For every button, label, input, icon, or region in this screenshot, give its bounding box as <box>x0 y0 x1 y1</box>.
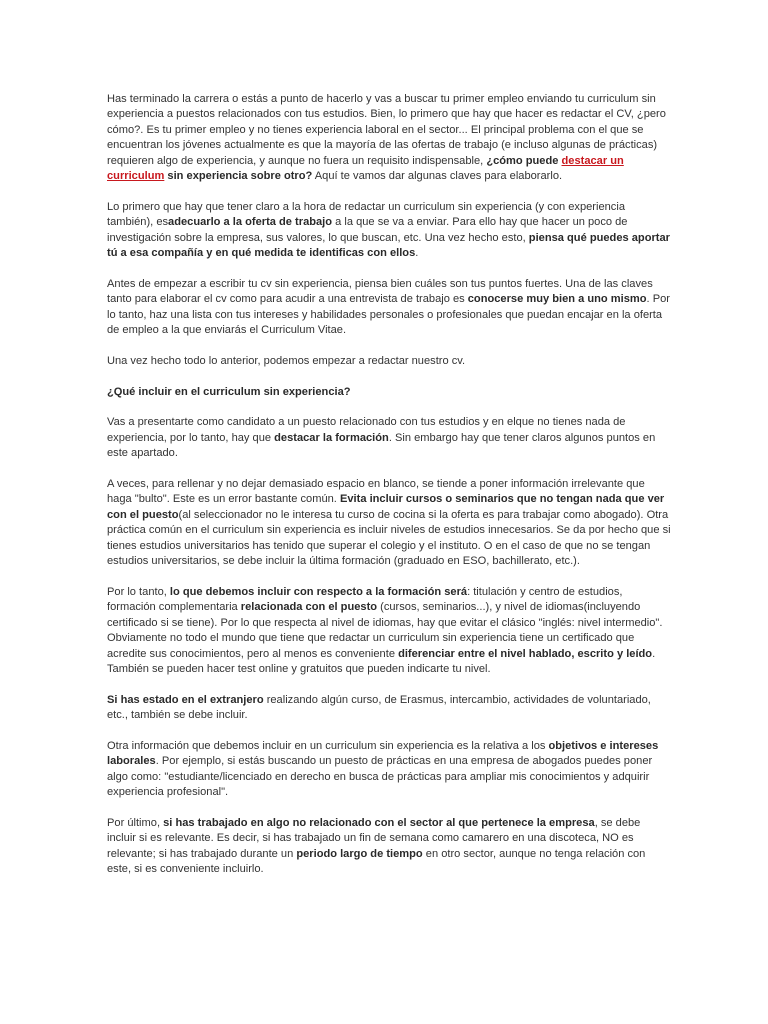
bold-text: si has trabajado en algo no relacionado con el sector al que pertenece la empresa <box>163 816 595 829</box>
paragraph <box>107 415 672 461</box>
bold-text: sin experiencia sobre otro? <box>164 170 313 183</box>
bold-text: ¿cómo puede <box>486 154 562 167</box>
text-run: en otro sector, aunque no tenga relación con este, si es conveniente incluirlo. <box>107 847 646 876</box>
text-run: . También se pueden hacer test online y gratuitos que pueden indicarte tu nivel. <box>107 647 656 675</box>
paragraph <box>107 739 672 801</box>
bold-text: relacionada con el puesto <box>240 601 378 614</box>
text-run: Por lo tanto, <box>107 585 170 598</box>
text-run: realizando algún curso, de Erasmus, intercambio, actividades de voluntariado, etc., también se debe incluir. <box>107 693 651 722</box>
article-body <box>107 92 672 878</box>
bold-text: Evita incluir cursos o seminarios que no tengan nada que ver con el puesto <box>107 493 665 521</box>
text-run: A veces, para rellenar y no dejar demasiado espacio en blanco, se tiende a poner información irrelevante que haga "bulto". Este es un error bastante común. <box>107 478 645 506</box>
text-run: Vas a presentarte como candidato a un puesto relacionado con tus estudios y en elque no tienes nada de experiencia, por lo tanto, hay que <box>107 416 626 444</box>
paragraph <box>107 816 672 878</box>
paragraph <box>107 354 672 369</box>
bold-text: lo que debemos incluir con respecto a la formación será <box>169 585 468 598</box>
paragraph <box>107 585 672 677</box>
inline-link[interactable]: destacar un curriculum <box>107 154 624 183</box>
paragraph <box>107 277 672 339</box>
text-run: Lo primero que hay que tener claro a la hora de redactar un curriculum sin experiencia (y con experiencia también), es <box>107 200 625 229</box>
text-run: . Por lo tanto, haz una lista con tus intereses y habilidades personales o profesionales que puedan encajar en la oferta de empleo a la que enviarás el Curriculum Vitae. <box>107 293 670 337</box>
text-run: . <box>415 247 419 260</box>
bold-text: Si has estado en el extranjero <box>107 693 264 706</box>
text-run: Una vez hecho todo lo anterior, podemos empezar a redactar nuestro cv. <box>107 354 466 367</box>
paragraph <box>107 693 672 724</box>
section-heading <box>107 385 672 400</box>
paragraph <box>107 200 672 262</box>
text-run: Por último, <box>107 816 164 829</box>
bold-text: diferenciar entre el nivel hablado, escrito y leído <box>398 647 653 660</box>
bold-text: conocerse muy bien a uno mismo <box>467 293 647 306</box>
text-run: . Sin embargo hay que tener claros algunos puntos en este apartado. <box>107 431 656 460</box>
text-run: (cursos, seminarios...), y nivel de idiomas(incluyendo certificado si se tiene). Por lo que respecta al nivel de idiomas, hay que evitar el clásico "inglés: nivel intermedio". Obviamente no todo el mundo que tiene que redactar un curriculum sin experiencia tiene un certificado que acredite sus conocimientos, pero al menos es conveniente <box>107 601 663 660</box>
text-run: Antes de empezar a escribir tu cv sin experiencia, piensa bien cuáles son tus puntos fuertes. Una de las claves tanto para elaborar el cv como para acudir a una entrevista de trabajo es <box>107 277 653 306</box>
bold-text: adecuarlo a la oferta de trabajo <box>168 216 333 229</box>
text-run: a la que se va a enviar. Para ello hay que hacer un poco de investigación sobre la empresa, sus valores, lo que buscan, etc. Una vez hecho esto, <box>107 216 628 244</box>
text-run: Has terminado la carrera o estás a punto de hacerlo y vas a buscar tu primer empleo enviando tu curriculum sin experiencia a puestos relacionados con tus estudios. Bien, lo primero que hay que hacer es redactar el CV, ¿pero cómo?. Es tu primer empleo y no tienes experiencia laboral en el sector... El principal problema con el que se encuentran los jóvenes actualmente es que la mayoría de las ofertas de trabajo (e incluso algunas de prácticas) requieren algo de experiencia, y aunque no fuera un requisito indispensable, <box>107 93 666 167</box>
text-run: (al seleccionador no le interesa tu curso de cocina si la oferta es para trabajar como abogado). Otra práctica común en el curriculum sin experiencia es incluir niveles de estudios innecesarios. Se da por hecho que si tienes estudios universitarios has tenido que superar el colegio y el instituto. O en el caso de que no se tengan estudios universitarios, se debe incluir la última formación (graduado en ESO, bachillerato, etc.). <box>107 508 671 568</box>
bold-text: ¿Qué incluir en el curriculum sin experiencia? <box>107 385 351 398</box>
bold-text: piensa qué puedes aportar tú a esa compañía y en qué medida te identificas con ellos <box>107 231 670 260</box>
bold-text: objetivos e intereses laborales <box>107 739 659 768</box>
text-run: , se debe incluir si es relevante. Es decir, si has trabajado un fin de semana como camarero en una discoteca, NO es relevante; si has trabajado durante un <box>107 816 641 860</box>
bold-text: destacar la formación <box>274 431 389 444</box>
bold-text: periodo largo de tiempo <box>296 847 423 860</box>
text-run: . Por ejemplo, si estás buscando un puesto de prácticas en una empresa de abogados puedes poner algo como: "estudiante/licenciado en derecho en busca de prácticas para ampliar mis conocimientos y adquirir experiencia profesional". <box>107 755 653 799</box>
text-run: Aquí te vamos dar algunas claves para elaborarlo. <box>312 170 563 183</box>
paragraph <box>107 477 672 569</box>
text-run: Otra información que debemos incluir en un curriculum sin experiencia es la relativa a los <box>107 739 549 752</box>
text-run: : titulación y centro de estudios, formación complementaria <box>107 585 623 614</box>
paragraph <box>107 92 672 184</box>
